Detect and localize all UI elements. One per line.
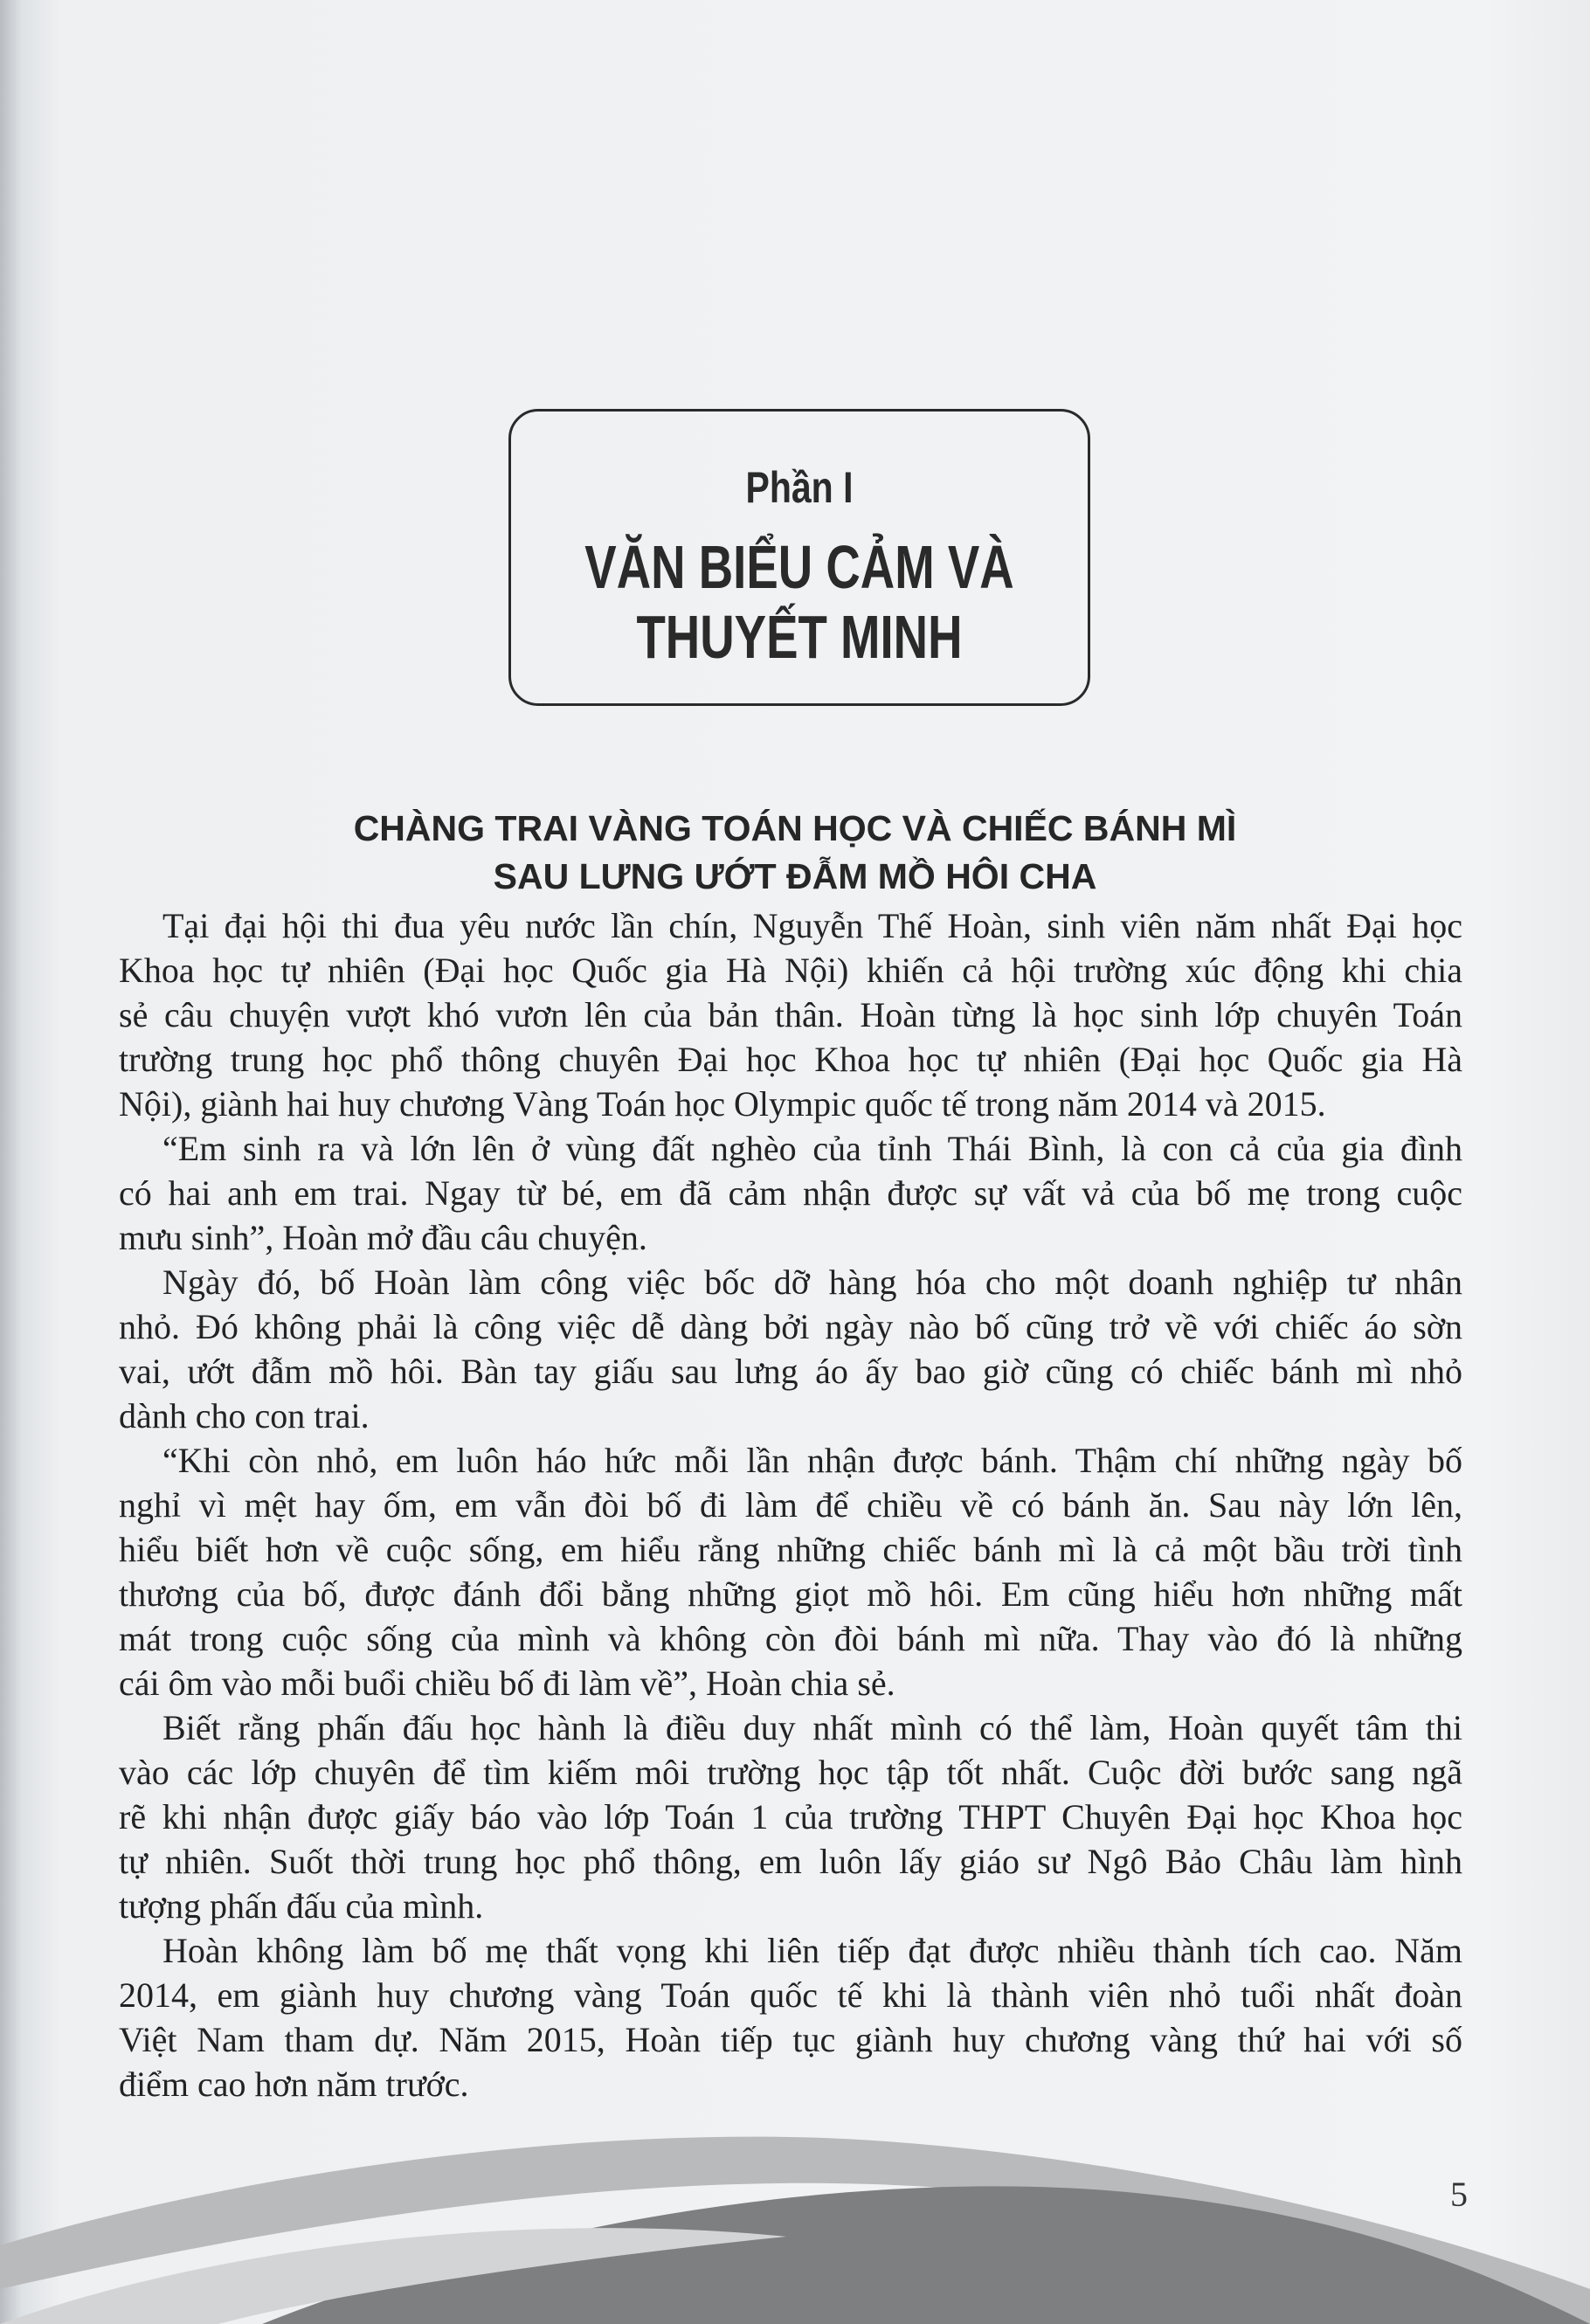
paragraph-line: tự nhiên. Suốt thời trung học phổ thông, em luôn lấy giáo sư Ngô Bảo Châu làm hình <box>119 1842 1462 1881</box>
paragraph-line: có hai anh em trai. Ngay từ bé, em đã cảm nhận được sự vất vả của bố mẹ trong cuộc <box>119 1173 1462 1213</box>
decorative-swoosh <box>0 2114 1590 2324</box>
paragraph-line: dành cho con trai. <box>119 1396 370 1435</box>
paragraph-line: 2014, em giành huy chương vàng Toán quốc tế khi là thành viên nhỏ tuổi nhất đoàn <box>119 1975 1462 2015</box>
page-number: 5 <box>1450 2175 1468 2214</box>
paragraph-line: mát trong cuộc sống của mình và không còn đòi bánh mì nữa. Thay vào đó là những <box>119 1619 1462 1658</box>
paragraph-line: sẻ câu chuyện vượt khó vươn lên của bản thân. Hoàn từng là học sinh lớp chuyên Toán <box>119 995 1462 1034</box>
paragraph-line: cái ôm vào mỗi buổi chiều bố đi làm về”, Hoàn chia sẻ. <box>119 1663 895 1703</box>
paragraph-line: Biết rằng phấn đấu học hành là điều duy nhất mình có thể làm, Hoàn quyết tâm thi <box>162 1708 1462 1747</box>
paragraph-line: hiểu biết hơn về cuộc sống, em hiểu rằng những chiếc bánh mì là cả một bầu trời tình <box>119 1530 1462 1569</box>
paragraph-line: tượng phấn đấu của mình. <box>119 1886 484 1926</box>
paragraph-line: điểm cao hơn năm trước. <box>119 2065 469 2104</box>
article-heading-line: SAU LƯNG ƯỚT ĐẪM MỒ HÔI CHA <box>493 856 1097 896</box>
paragraph-line: trường trung học phổ thông chuyên Đại học Khoa học tự nhiên (Đại học Quốc gia Hà <box>119 1040 1462 1079</box>
paragraph-line: “Khi còn nhỏ, em luôn háo hức mỗi lần nhận được bánh. Thậm chí những ngày bố <box>162 1441 1462 1480</box>
part-title-line: THUYẾT MINH <box>636 603 963 671</box>
part-title-box <box>508 409 1090 706</box>
paragraph-line: Ngày đó, bố Hoàn làm công việc bốc dỡ hàng hóa cho một doanh nghiệp tư nhân <box>162 1262 1462 1302</box>
paragraph-line: thương của bố, được đánh đổi bằng những giọt mồ hôi. Em cũng hiểu hơn những mất <box>119 1574 1462 1614</box>
article-heading-line: CHÀNG TRAI VÀNG TOÁN HỌC VÀ CHIẾC BÁNH MÌ <box>353 808 1237 848</box>
paragraph-line: nghỉ vì mệt hay ốm, em vẫn đòi bố đi làm để chiều về có bánh ăn. Sau này lớn lên, <box>119 1485 1462 1525</box>
paragraph-line: Hoàn không làm bố mẹ thất vọng khi liên tiếp đạt được nhiều thành tích cao. Năm <box>162 1931 1462 1970</box>
part-title-line: VĂN BIỂU CẢM VÀ <box>584 533 1014 601</box>
paragraph-line: “Em sinh ra và lớn lên ở vùng đất nghèo của tỉnh Thái Bình, là con cả của gia đình <box>162 1129 1462 1168</box>
paragraph-line: nhỏ. Đó không phải là công việc dễ dàng bởi ngày nào bố cũng trở về với chiếc áo sờn <box>119 1307 1462 1346</box>
paragraph-line: Tại đại hội thi đua yêu nước lần chín, Nguyễn Thế Hoàn, sinh viên năm nhất Đại học <box>162 906 1462 945</box>
part-label: Phần I <box>745 463 854 512</box>
paragraph-line: rẽ khi nhận được giấy báo vào lớp Toán 1 của trường THPT Chuyên Đại học Khoa học <box>119 1797 1462 1836</box>
article-body <box>119 905 1462 2108</box>
paragraph-line: Khoa học tự nhiên (Đại học Quốc gia Hà Nội) khiến cả hội trường xúc động khi chia <box>119 951 1462 990</box>
paragraph-line: vào các lớp chuyên để tìm kiếm môi trường học tập tốt nhất. Cuộc đời bước sang ngã <box>119 1753 1462 1792</box>
paragraph-line: Việt Nam tham dự. Năm 2015, Hoàn tiếp tục giành huy chương vàng thứ hai với số <box>119 2020 1462 2059</box>
paragraph-line: vai, ướt đẫm mồ hôi. Bàn tay giấu sau lưng áo ấy bao giờ cũng có chiếc bánh mì nhỏ <box>119 1352 1462 1391</box>
paragraph-line: mưu sinh”, Hoàn mở đầu câu chuyện. <box>119 1218 647 1257</box>
paragraph-line: Nội), giành hai huy chương Vàng Toán học Olympic quốc tế trong năm 2014 và 2015. <box>119 1084 1326 1124</box>
